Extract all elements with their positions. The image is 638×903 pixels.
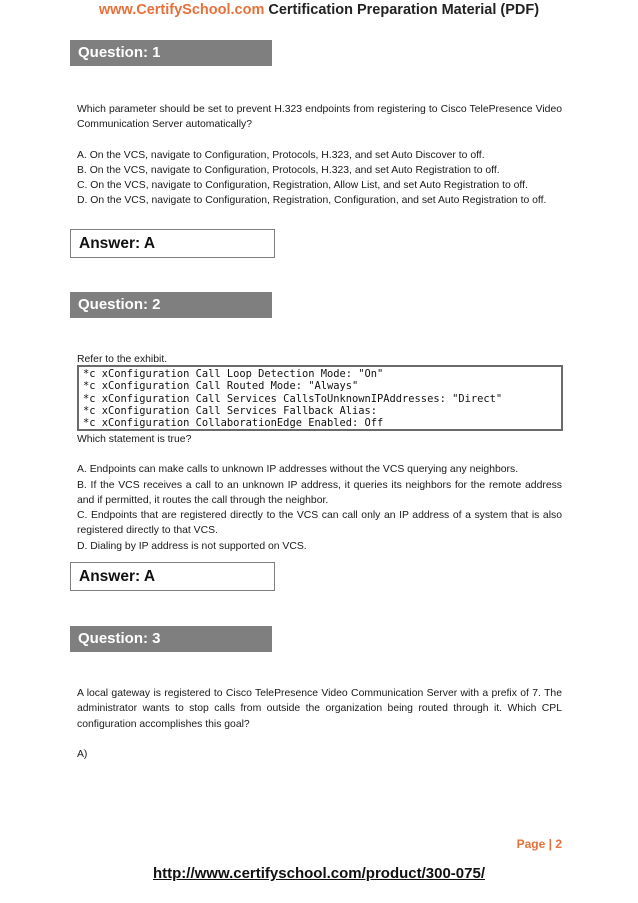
question-3-label: Question: 3 [70, 626, 272, 652]
question-3-body [77, 686, 562, 762]
footer-link[interactable]: http://www.certifyschool.com/product/300-075/ [152, 865, 485, 882]
question-1-option-b: B. On the VCS, navigate to Configuration, Protocols, H.323, and set Auto Registration to off. [77, 164, 500, 176]
page-footer [0, 865, 638, 882]
question-1-answer: Answer: A [70, 229, 275, 258]
exhibit-line: *c xConfiguration Call Loop Detection Mode: "On" [83, 368, 384, 380]
question-2-option-d: D. Dialing by IP address is not supported on VCS. [77, 540, 307, 552]
page-number: Page | 2 [516, 837, 562, 851]
question-2-option-c: C. Endpoints that are registered directly to the VCS can call only an IP address of a system that is also registered directly to that VCS. [77, 510, 562, 537]
question-2-answer: Answer: A [70, 562, 275, 591]
page-header [0, 2, 638, 18]
question-3-option-a: A) [77, 748, 88, 760]
question-1-stem: Which parameter should be set to prevent H.323 endpoints from registering to Cisco TelePresence Video Communication Server automatically? [77, 104, 562, 131]
question-1-option-c: C. On the VCS, navigate to Configuration, Registration, Allow List, and set Auto Registration to off. [77, 180, 528, 192]
question-1-body [77, 102, 562, 209]
question-3-stem: A local gateway is registered to Cisco TelePresence Video Communication Server with a prefix of 7. The administrator wants to stop calls from outside the organization being routed through it. Which CPL configuration accomplishes this goal? [77, 688, 562, 730]
question-2-intro: Refer to the exhibit. [77, 354, 168, 365]
question-2-stem: Which statement is true? [77, 434, 192, 445]
question-2-option-b: B. If the VCS receives a call to an unknown IP address, it queries its neighbors for the remote address and if permitted, it routes the call through the neighbor. [77, 479, 562, 506]
question-2-label: Question: 2 [70, 292, 272, 318]
exhibit-code-block [77, 365, 563, 431]
question-1-option-d: D. On the VCS, navigate to Configuration, Registration, Configuration, and set Auto Registration to off. [77, 195, 547, 207]
site-name[interactable]: www.CertifySchool.com [98, 2, 265, 18]
exhibit-line: *c xConfiguration Call Services CallsToUnknownIPAddresses: "Direct" [83, 392, 503, 405]
question-2-option-a: A. Endpoints can make calls to unknown IP addresses without the VCS querying any neighbors. [77, 464, 519, 476]
exhibit-line: *c xConfiguration Call Routed Mode: "Always" [83, 380, 359, 393]
question-1-label: Question: 1 [70, 40, 272, 66]
header-title: Certification Preparation Material (PDF) [268, 2, 540, 18]
exhibit-line: *c xConfiguration Call Services Fallback Alias: [83, 404, 378, 417]
question-1-option-a: A. On the VCS, navigate to Configuration, Protocols, H.323, and set Auto Discover to off. [77, 149, 485, 161]
exhibit-line: *c xConfiguration CollaborationEdge Enabled: Off [83, 417, 384, 430]
question-2-body [77, 432, 562, 554]
